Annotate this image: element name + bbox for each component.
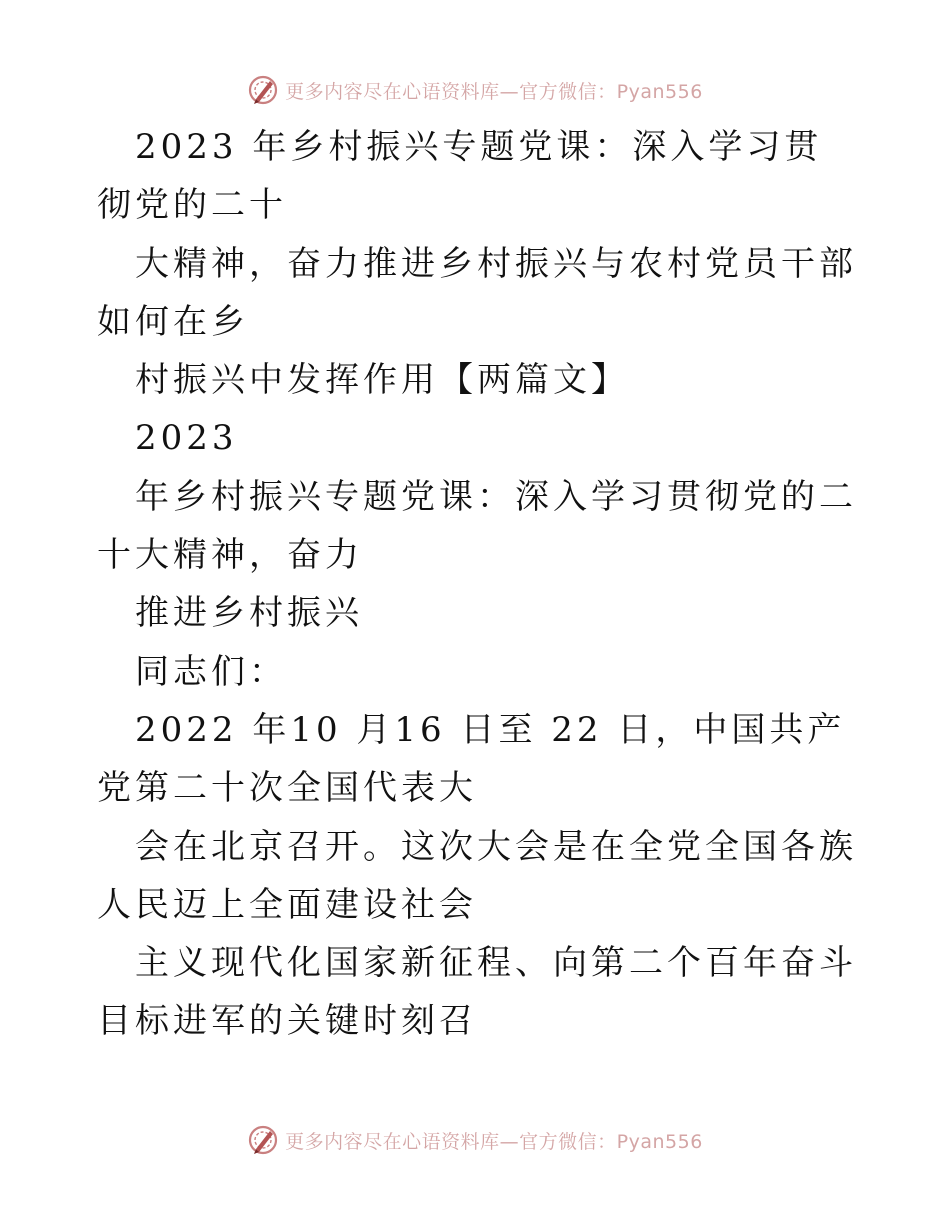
- pen-logo-icon: [247, 1124, 279, 1156]
- paragraph-3: 村振兴中发挥作用【两篇文】: [135, 360, 629, 401]
- paragraph-8: 2022 年10 月16 日至 22 日，中国共产党第二十次全国代表大: [97, 709, 846, 809]
- paragraph-5: 年乡村振兴专题党课：深入学习贯彻党的二十大精神，奋力: [97, 476, 857, 576]
- document-body: [97, 118, 857, 1051]
- paragraph-6: 推进乡村振兴: [135, 593, 363, 634]
- paragraph-2: 大精神，奋力推进乡村振兴与农村党员干部如何在乡: [97, 243, 857, 342]
- paragraph-1: 2023 年乡村振兴专题党课：深入学习贯彻党的二十: [97, 127, 823, 226]
- paragraph-7: 同志们：: [135, 651, 287, 692]
- footer-watermark: [0, 1122, 950, 1158]
- paragraph-4: 2023: [135, 418, 238, 459]
- watermark-text: 更多内容尽在心语资料库—官方微信：Pyan556: [285, 1130, 703, 1153]
- watermark-text: 更多内容尽在心语资料库—官方微信：Pyan556: [285, 80, 703, 103]
- paragraph-9: 会在北京召开。这次大会是在全党全国各族人民迈上全面建设社会: [97, 826, 857, 925]
- pen-logo-icon: [247, 74, 279, 106]
- header-watermark: [0, 72, 950, 108]
- paragraph-10: 主义现代化国家新征程、向第二个百年奋斗目标进军的关键时刻召: [97, 943, 857, 1042]
